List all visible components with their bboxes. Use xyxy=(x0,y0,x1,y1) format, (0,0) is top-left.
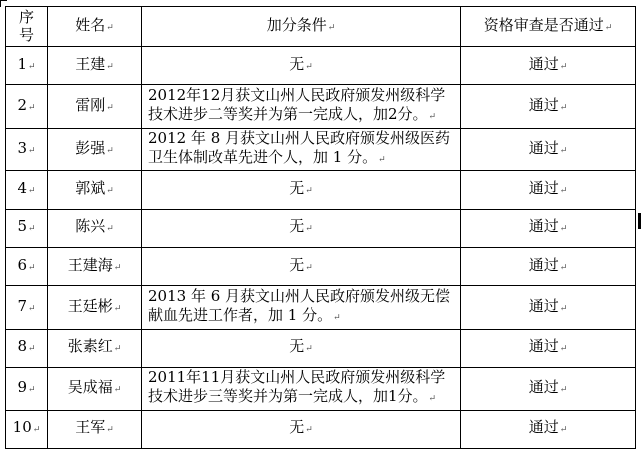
cell-seq xyxy=(6,171,48,209)
cell-name xyxy=(48,329,142,367)
paragraph-mark-icon: ↵ xyxy=(305,185,313,196)
paragraph-mark-icon: ↵ xyxy=(559,344,568,355)
cell-condition xyxy=(142,128,461,170)
table-row xyxy=(6,85,636,128)
cell-name xyxy=(48,368,142,410)
table-row xyxy=(6,128,636,170)
cell-condition xyxy=(142,286,461,329)
seq-text: 5 xyxy=(17,217,27,236)
table-row xyxy=(6,47,636,85)
paragraph-mark-icon: ↵ xyxy=(428,112,437,123)
cell-seq xyxy=(6,209,48,247)
paragraph-mark-icon: ↵ xyxy=(28,145,36,156)
header-name xyxy=(48,7,142,47)
paragraph-mark-icon: ↵ xyxy=(113,384,122,395)
result-text: 通过 xyxy=(528,138,559,157)
header-review xyxy=(461,7,636,47)
paragraph-mark-icon: ↵ xyxy=(305,61,313,72)
condition-text: 2012 年 8 月获文山州人民政府颁发州级医药卫生体制改革先进个人，加 1 分。 xyxy=(148,129,451,166)
cell-seq xyxy=(6,368,48,410)
condition-text: 无 xyxy=(289,418,305,437)
cell-result xyxy=(461,247,636,285)
table-row xyxy=(6,286,636,329)
paragraph-mark-icon: ↵ xyxy=(333,313,341,324)
header-condition xyxy=(142,7,461,47)
seq-text: 8 xyxy=(17,337,27,356)
header-name-text: 姓名 xyxy=(75,15,106,34)
result-text: 通过 xyxy=(528,54,559,73)
paragraph-mark-icon: ↵ xyxy=(106,22,114,33)
qualification-review-table xyxy=(5,6,636,449)
cell-result xyxy=(461,286,636,329)
cell-condition xyxy=(142,410,461,448)
cell-name xyxy=(48,209,142,247)
cell-result xyxy=(461,368,636,410)
paragraph-mark-icon: ↵ xyxy=(559,425,568,436)
cell-seq xyxy=(6,128,48,170)
paragraph-mark-icon: ↵ xyxy=(428,394,437,405)
table-row xyxy=(6,410,636,448)
paragraph-mark-icon: ↵ xyxy=(559,384,568,395)
paragraph-mark-icon: ↵ xyxy=(32,425,41,436)
cell-result xyxy=(461,209,636,247)
cell-result xyxy=(461,329,636,367)
cell-name xyxy=(48,128,142,170)
cell-name xyxy=(48,85,142,128)
paragraph-mark-icon: ↵ xyxy=(559,102,568,113)
seq-text: 9 xyxy=(17,377,27,396)
cell-result xyxy=(461,85,636,128)
paragraph-mark-icon: ↵ xyxy=(28,384,36,395)
paragraph-mark-icon: ↵ xyxy=(28,224,36,235)
result-text: 通过 xyxy=(528,95,559,114)
paragraph-mark-icon: ↵ xyxy=(28,262,36,273)
name-text: 彭强 xyxy=(75,138,106,157)
name-text: 王建海 xyxy=(67,255,113,274)
name-text: 郭斌 xyxy=(75,178,106,197)
header-review-text: 资格审查是否通过 xyxy=(483,15,604,34)
seq-text: 10 xyxy=(12,418,32,437)
condition-text: 无 xyxy=(289,217,305,236)
paragraph-mark-icon: ↵ xyxy=(28,102,36,113)
cell-name xyxy=(48,171,142,209)
table-header-row xyxy=(6,7,636,47)
paragraph-mark-icon: ↵ xyxy=(559,61,568,72)
name-text: 张素红 xyxy=(67,337,113,356)
qualification-review-sheet xyxy=(5,6,635,449)
paragraph-mark-icon: ↵ xyxy=(604,22,613,33)
name-text: 陈兴 xyxy=(75,217,106,236)
condition-text: 2013 年 6 月获文山州人民政府颁发州级无偿献血先进工作者，加 1 分。 xyxy=(148,287,451,325)
condition-text: 无 xyxy=(289,255,305,274)
cell-result xyxy=(461,171,636,209)
cell-condition xyxy=(142,209,461,247)
result-text: 通过 xyxy=(528,217,559,236)
paragraph-mark-icon: ↵ xyxy=(305,344,313,355)
paragraph-mark-icon: ↵ xyxy=(106,425,114,436)
result-text: 通过 xyxy=(528,178,559,197)
paragraph-mark-icon: ↵ xyxy=(28,303,36,314)
condition-text: 无 xyxy=(289,54,305,73)
cell-result xyxy=(461,128,636,170)
table-row xyxy=(6,247,636,285)
seq-text: 4 xyxy=(17,178,27,197)
paragraph-mark-icon: ↵ xyxy=(559,262,568,273)
result-text: 通过 xyxy=(528,418,559,437)
cell-name xyxy=(48,410,142,448)
cell-name xyxy=(48,286,142,329)
header-seq-text: 序号 xyxy=(18,8,34,44)
cell-condition xyxy=(142,171,461,209)
cell-result xyxy=(461,47,636,85)
paragraph-mark-icon: ↵ xyxy=(28,344,36,355)
paragraph-mark-icon: ↵ xyxy=(327,22,336,33)
paragraph-mark-icon: ↵ xyxy=(305,262,313,273)
header-condition-text: 加分条件 xyxy=(266,15,327,34)
paragraph-mark-icon: ↵ xyxy=(559,145,568,156)
paragraph-mark-icon: ↵ xyxy=(106,145,114,156)
cell-name xyxy=(48,47,142,85)
paragraph-mark-icon: ↵ xyxy=(28,185,36,196)
name-text: 王建 xyxy=(75,54,106,73)
cell-seq xyxy=(6,329,48,367)
paragraph-mark-icon: ↵ xyxy=(378,155,386,165)
seq-text: 6 xyxy=(17,255,27,274)
paragraph-mark-icon: ↵ xyxy=(106,61,114,72)
result-text: 通过 xyxy=(528,377,559,396)
cell-name xyxy=(48,247,142,285)
cell-condition xyxy=(142,368,461,410)
condition-text: 无 xyxy=(289,337,305,356)
paragraph-mark-icon: ↵ xyxy=(113,303,122,314)
seq-text: 1 xyxy=(17,54,27,73)
paragraph-mark-icon: ↵ xyxy=(113,262,122,273)
paragraph-mark-icon: ↵ xyxy=(559,303,568,314)
paragraph-mark-icon: ↵ xyxy=(559,185,568,196)
seq-text: 7 xyxy=(17,296,27,315)
cell-seq xyxy=(6,247,48,285)
right-edge-mark xyxy=(638,213,641,229)
table-row xyxy=(6,171,636,209)
cell-seq xyxy=(6,85,48,128)
cell-condition xyxy=(142,47,461,85)
result-text: 通过 xyxy=(528,255,559,274)
seq-text: 3 xyxy=(17,138,27,157)
condition-text: 2011年11月获文山州人民政府颁发州级科学技术进步三等奖并为第一完成人，加1分。 xyxy=(148,368,446,406)
paragraph-mark-icon: ↵ xyxy=(559,224,568,235)
cell-condition xyxy=(142,85,461,128)
cell-condition xyxy=(142,329,461,367)
paragraph-mark-icon: ↵ xyxy=(305,425,313,436)
cell-seq xyxy=(6,47,48,85)
name-text: 吴成福 xyxy=(67,377,113,396)
name-text: 王廷彬 xyxy=(67,296,113,315)
table-row xyxy=(6,368,636,410)
seq-text: 2 xyxy=(17,95,27,114)
name-text: 王军 xyxy=(75,418,106,437)
cell-condition xyxy=(142,247,461,285)
paragraph-mark-icon: ↵ xyxy=(106,102,114,113)
header-seq xyxy=(6,7,48,47)
table-row xyxy=(6,329,636,367)
paragraph-mark-icon: ↵ xyxy=(113,344,122,355)
condition-text: 2012年12月获文山州人民政府颁发州级科学技术进步二等奖并为第一完成人，加2分。 xyxy=(148,86,446,124)
result-text: 通过 xyxy=(528,337,559,356)
condition-text: 无 xyxy=(289,178,305,197)
result-text: 通过 xyxy=(528,296,559,315)
paragraph-mark-icon: ↵ xyxy=(28,61,36,72)
table-row xyxy=(6,209,636,247)
cell-result xyxy=(461,410,636,448)
paragraph-mark-icon: ↵ xyxy=(106,185,114,196)
paragraph-mark-icon: ↵ xyxy=(106,224,114,235)
paragraph-mark-icon: ↵ xyxy=(305,224,313,235)
cell-seq xyxy=(6,286,48,329)
name-text: 雷刚 xyxy=(75,95,106,114)
cell-seq xyxy=(6,410,48,448)
